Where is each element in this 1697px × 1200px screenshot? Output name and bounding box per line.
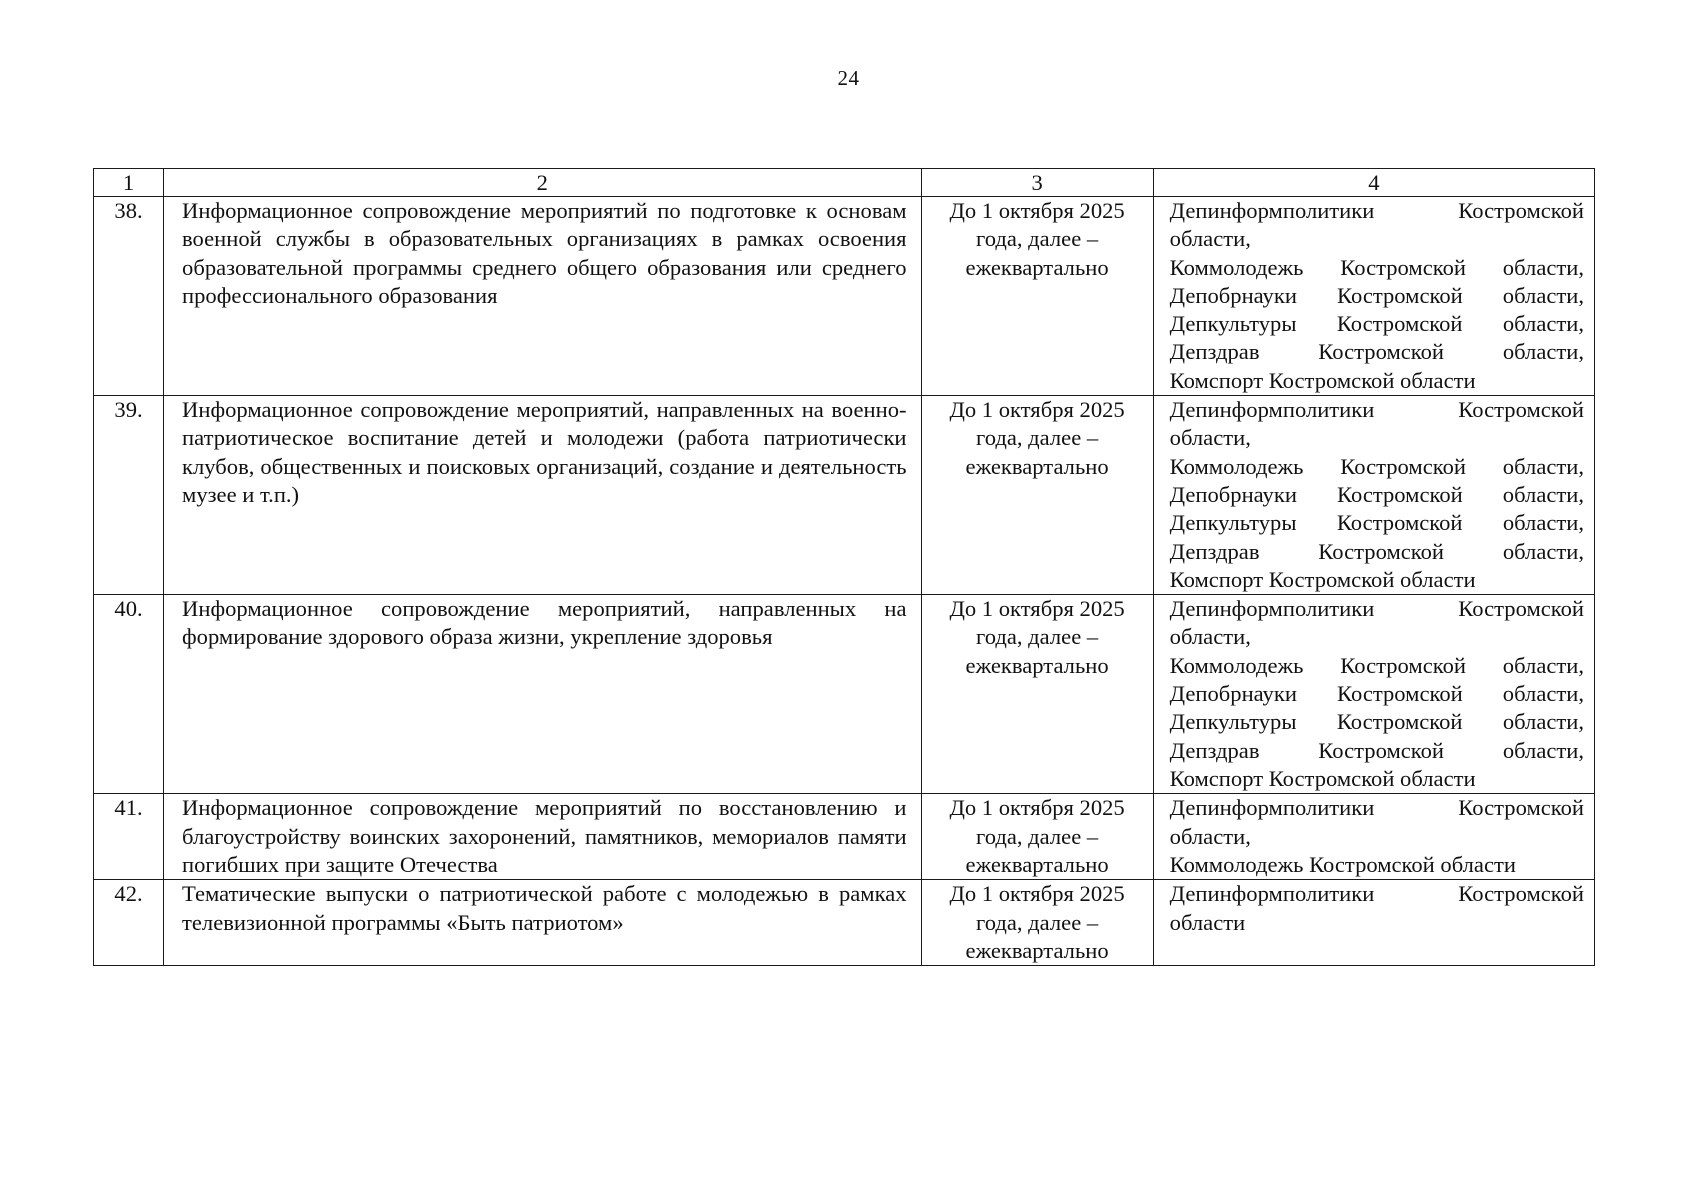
- responsible-line: области,: [1169, 226, 1251, 252]
- plan-table: [93, 168, 1595, 966]
- responsible-line: Депздрав Костромской области,: [1169, 737, 1584, 763]
- row-deadline: До 1 октября 2025 года, далее – ежеквартально: [921, 197, 1153, 396]
- header-cell-1: 1: [94, 169, 164, 197]
- table-row: [94, 794, 1595, 880]
- responsible-line: Коммолодежь Костромской области,: [1169, 254, 1584, 280]
- responsible-line: Депкультуры Костромской области,: [1169, 311, 1584, 337]
- responsible-line: Депинформполитики Костромской: [1169, 596, 1584, 622]
- row-description: Информационное сопровождение мероприятий по подготовке к основам военной службы в образовательных организациях в рамках освоения образовательной программы среднего общего образования или среднего профессионального образования: [164, 197, 922, 396]
- row-number: 41.: [94, 794, 164, 880]
- row-description: Информационное сопровождение мероприятий, направленных на формирование здорового образа жизни, укрепление здоровья: [164, 595, 922, 794]
- page-number: 24: [837, 66, 860, 90]
- responsible-line: области,: [1169, 823, 1251, 849]
- responsible-line: Депинформполитики Костромской: [1169, 795, 1584, 821]
- row-number: 38.: [94, 197, 164, 396]
- responsible-line: Комспорт Костромской области: [1169, 566, 1476, 592]
- responsible-line: Коммолодежь Костромской области,: [1169, 652, 1584, 678]
- row-number: 40.: [94, 595, 164, 794]
- row-responsible: [1153, 197, 1594, 396]
- row-description: Тематические выпуски о патриотической работе с молодежью в рамках телевизионной программы «Быть патриотом»: [164, 880, 922, 966]
- responsible-line: Депобрнауки Костромской области,: [1169, 681, 1584, 707]
- responsible-line: Комспорт Костромской области: [1169, 765, 1476, 791]
- row-deadline: До 1 октября 2025 года, далее – ежеквартально: [921, 595, 1153, 794]
- responsible-line: Депздрав Костромской области,: [1169, 339, 1584, 365]
- responsible-line: Коммолодежь Костромской области: [1169, 851, 1516, 877]
- row-description: Информационное сопровождение мероприятий, направленных на военно-патриотическое воспитание детей и молодежи (работа патриотически клубов, общественных и поисковых организаций, создание и деятельность музее и т.п.): [164, 396, 922, 595]
- header-cell-2: 2: [164, 169, 922, 197]
- header-cell-4: 4: [1153, 169, 1594, 197]
- responsible-line: области,: [1169, 425, 1251, 451]
- table-row: [94, 595, 1595, 794]
- responsible-line: Депинформполитики Костромской: [1169, 198, 1584, 223]
- row-responsible: [1153, 794, 1594, 880]
- table-row: [94, 396, 1595, 595]
- row-deadline: До 1 октября 2025 года, далее – ежеквартально: [921, 396, 1153, 595]
- row-number: 42.: [94, 880, 164, 966]
- row-description: Информационное сопровождение мероприятий по восстановлению и благоустройству воинских захоронений, памятников, мемориалов памяти погибших при защите Отечества: [164, 794, 922, 880]
- table-header-row: [94, 169, 1595, 197]
- header-cell-3: 3: [921, 169, 1153, 197]
- responsible-line: Депкультуры Костромской области,: [1169, 510, 1584, 536]
- responsible-line: Коммолодежь Костромской области,: [1169, 453, 1584, 479]
- row-deadline: До 1 октября 2025 года, далее – ежеквартально: [921, 880, 1153, 966]
- table-row: [94, 197, 1595, 396]
- responsible-line: Депобрнауки Костромской области,: [1169, 282, 1584, 308]
- responsible-line: Депинформполитики Костромской: [1169, 881, 1584, 907]
- responsible-line: Депобрнауки Костромской области,: [1169, 481, 1584, 507]
- row-responsible: [1153, 396, 1594, 595]
- responsible-line: Депздрав Костромской области,: [1169, 538, 1584, 564]
- responsible-line: Депинформполитики Костромской: [1169, 397, 1584, 423]
- table-row: [94, 880, 1595, 966]
- row-deadline: До 1 октября 2025 года, далее – ежеквартально: [921, 794, 1153, 880]
- row-responsible: [1153, 595, 1594, 794]
- responsible-line: области,: [1169, 624, 1251, 650]
- responsible-line: Депкультуры Костромской области,: [1169, 709, 1584, 735]
- responsible-line: Комспорт Костромской области: [1169, 367, 1476, 393]
- row-number: 39.: [94, 396, 164, 595]
- row-responsible: [1153, 880, 1594, 966]
- responsible-line: области: [1169, 909, 1246, 935]
